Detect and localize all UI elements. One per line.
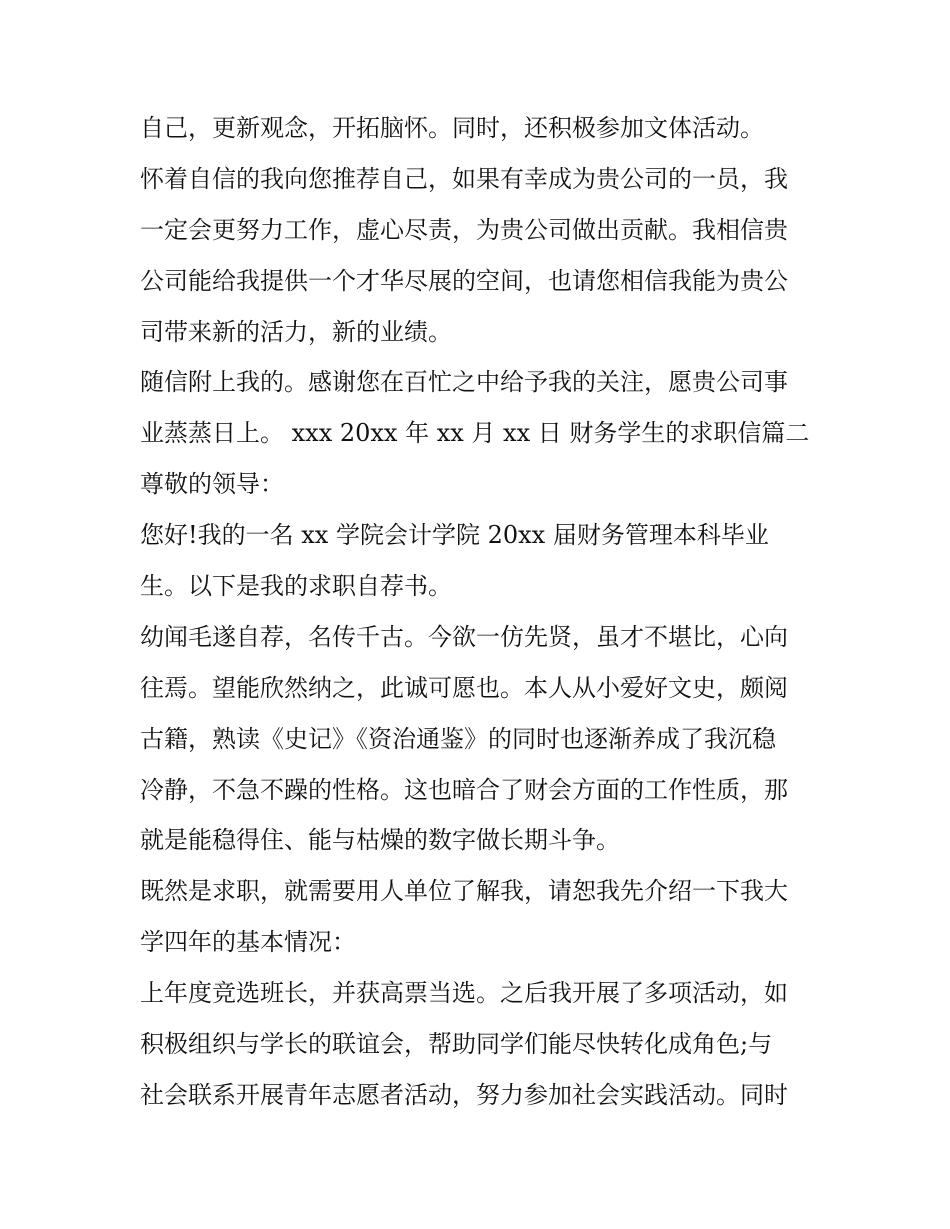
text-line: 随信附上我的。感谢您在百忙之中给予我的关注，愿贵公司事 <box>140 368 788 397</box>
text-line: 司带来新的活力，新的业绩。 <box>140 317 452 346</box>
text-line: 公司能给我提供一个才华尽展的空间，也请您相信我能为贵公 <box>140 266 788 295</box>
text-line: 积极组织与学长的联谊会，帮助同学们能尽快转化成角色;与 <box>140 1030 773 1059</box>
text-line: 怀着自信的我向您推荐自己，如果有幸成为贵公司的一员，我 <box>140 164 788 193</box>
text-line: 古籍，熟读《史记》《资治通鉴》的同时也逐渐养成了我沉稳 <box>140 724 776 753</box>
text-line: 生。以下是我的求职自荐书。 <box>140 572 452 601</box>
text-line: 既然是求职，就需要用人单位了解我，请恕我先介绍一下我大 <box>140 877 788 906</box>
text-line: 幼闻毛遂自荐，名传千古。今欲一仿先贤，虽才不堪比，心向 <box>140 622 788 651</box>
text-line: 一定会更努力工作，虚心尽责，为贵公司做出贡献。我相信贵 <box>140 215 788 244</box>
text-line: 就是能稳得住、能与枯燥的数字做长期斗争。 <box>140 826 620 855</box>
salutation: 尊敬的领导： <box>140 470 284 499</box>
text-line: 学四年的基本情况： <box>140 928 356 957</box>
text-line: 业蒸蒸日上。 xxx 20xx 年 xx 月 xx 日 财务学生的求职信篇二 <box>140 419 810 448</box>
text-line: 冷静，不急不躁的性格。这也暗合了财会方面的工作性质，那 <box>140 775 788 804</box>
text-line: 自己，更新观念，开拓脑怀。同时，还积极参加文体活动。 <box>140 114 764 142</box>
text-line: 往焉。望能欣然纳之，此诚可愿也。本人从小爱好文史，颇阅 <box>140 673 788 702</box>
letter-body <box>140 103 830 1121</box>
text-line: 您好!我的一名 xx 学院会计学院 20xx 届财务管理本科毕业 <box>140 521 769 550</box>
text-line: 上年度竞选班长，并获高票当选。之后我开展了多项活动，如 <box>140 979 788 1008</box>
text-line: 社会联系开展青年志愿者活动，努力参加社会实践活动。同时 <box>140 1080 788 1109</box>
